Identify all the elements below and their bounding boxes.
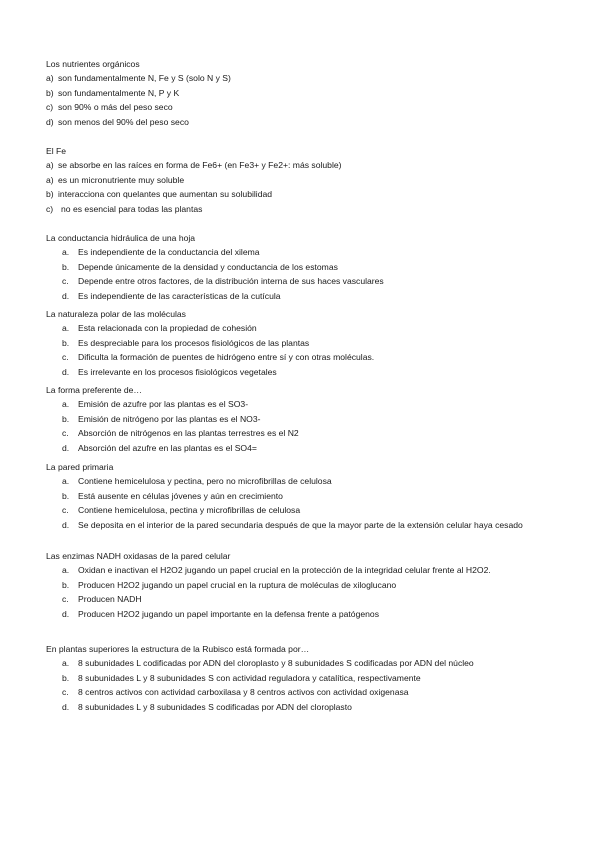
option-label: b) [46,87,54,98]
option-text: Contiene hemicelulosa y pectina, pero no microfibrillas de celulosa [78,476,332,487]
option-text: Esta relacionada con la propiedad de cohesión [78,323,257,334]
option-c [46,100,576,114]
option-text: 8 subunidades L y 8 subunidades S con actividad reguladora y catalítica, respectivamente [78,672,421,683]
option-label: a) [46,174,54,185]
option-label: c. [62,276,69,287]
option-text: Es irrelevante en los procesos fisiológicos vegetales [78,366,277,377]
option-text: Depende entre otros factores, de la distribución interna de sus haces vasculares [78,276,384,287]
option-c [46,685,576,699]
option-d [46,518,576,532]
option-text: 8 subunidades L codificadas por ADN del cloroplasto y 8 subunidades S codificadas por ADN del núcleo [78,658,474,669]
option-label: d. [62,701,70,712]
question-title: La pared primaria [46,462,114,472]
option-text: Oxidan e inactivan el H2O2 jugando un papel crucial en la protección de la integridad celular frente al H2O2. [78,565,491,576]
option-label: d) [46,116,54,127]
option-text: Es independiente de las características de la cutícula [78,290,281,301]
option-label: b. [62,490,70,501]
option-text: son menos del 90% del peso seco [58,116,189,127]
option-b [46,671,576,685]
question-title: La forma preferente de… [46,385,143,395]
option-label: a) [46,160,54,171]
option-label: b. [62,413,70,424]
option-c [46,592,576,606]
question-naturaleza-polar [46,307,576,379]
question-nutrientes [46,57,576,129]
option-label: a. [62,247,70,258]
option-text: Producen NADH [78,594,142,605]
option-a [46,474,576,488]
option-text: Se deposita en el interior de la pared secundaria después de que la mayor parte de la extensión celular haya cesado [78,519,523,530]
option-a-alt [46,173,576,187]
option-text: Absorción del azufre en las plantas es el SO4= [78,442,257,453]
option-d [46,700,576,714]
option-b [46,489,576,503]
option-label: c. [62,352,69,363]
option-b [46,86,576,100]
question-title: Las enzimas NADH oxidasas de la pared celular [46,551,231,561]
option-d [46,607,576,621]
question-title: La naturaleza polar de las moléculas [46,309,186,319]
option-label: d. [62,608,70,619]
option-text: interacciona con quelantes que aumentan su solubilidad [58,189,273,200]
option-text: son 90% o más del peso seco [58,102,173,113]
option-label: a. [62,565,70,576]
option-a [46,656,576,670]
question-title: La conductancia hidráulica de una hoja [46,233,196,243]
option-c [46,426,576,440]
option-d [46,441,576,455]
option-label: b) [46,189,54,200]
option-label: c. [62,505,69,516]
option-text: Producen H2O2 jugando un papel crucial en la ruptura de moléculas de xiloglucano [78,579,397,590]
option-d [46,365,576,379]
option-text: 8 centros activos con actividad carboxilasa y 8 centros activos con actividad oxigenasa [78,687,409,698]
option-label: c. [62,594,69,605]
option-c [46,274,576,288]
option-label: a. [62,476,70,487]
question-title: El Fe [46,146,67,156]
option-label: d. [62,366,70,377]
option-text: Dificulta la formación de puentes de hidrógeno entre sí y con otras moléculas. [78,352,375,363]
option-text: son fundamentalmente N, P y K [58,87,180,98]
option-c [46,350,576,364]
option-label: a. [62,399,70,410]
option-label: d. [62,290,70,301]
option-b [46,260,576,274]
option-text: Emisión de nitrógeno por las plantas es el NO3- [78,413,261,424]
option-text: son fundamentalmente N, Fe y S (solo N y S) [58,73,231,84]
question-forma-preferente [46,383,576,455]
option-label: b. [62,337,70,348]
option-b [46,578,576,592]
option-label: a. [62,658,70,669]
option-a [46,158,576,172]
option-text: se absorbe en las raíces en forma de Fe6+ (en Fe3+ y Fe2+: más soluble) [58,160,342,171]
option-text: 8 subunidades L y 8 subunidades S codificadas por ADN del cloroplasto [78,701,352,712]
option-label: d. [62,519,70,530]
option-text: Absorción de nitrógenos en las plantas terrestres es el N2 [78,428,299,439]
option-a [46,563,576,577]
option-text: Está ausente en células jóvenes y aún en crecimiento [78,490,283,501]
option-b [46,412,576,426]
option-label: c. [62,428,69,439]
option-text: es un micronutriente muy soluble [58,174,185,185]
question-pared-primaria [46,460,576,532]
option-a [46,71,576,85]
option-c [46,202,576,216]
option-d [46,289,576,303]
option-label: c) [46,203,54,214]
option-a [46,321,576,335]
option-text: no es esencial para todas las plantas [61,203,203,214]
option-text: Es independiente de la conductancia del xilema [78,247,260,258]
option-label: d. [62,442,70,453]
question-nadh-oxidasas [46,549,576,621]
option-label: b. [62,672,70,683]
option-b [46,336,576,350]
question-title: En plantas superiores la estructura de la Rubisco está formada por… [46,644,310,654]
option-text: Emisión de azufre por las plantas es el SO3- [78,399,249,410]
option-label: b. [62,261,70,272]
option-label: c) [46,102,54,113]
option-a [46,245,576,259]
option-label: a. [62,323,70,334]
option-a [46,397,576,411]
option-text: Contiene hemicelulosa, pectina y microfibrillas de celulosa [78,505,301,516]
option-label: b. [62,579,70,590]
option-c [46,503,576,517]
question-conductancia [46,231,576,303]
option-label: a) [46,73,54,84]
option-text: Es despreciable para los procesos fisiológicos de las plantas [78,337,310,348]
option-d [46,115,576,129]
question-rubisco [46,642,576,714]
question-fe [46,144,576,216]
option-text: Depende únicamente de la densidad y conductancia de los estomas [78,261,338,272]
option-b [46,187,576,201]
option-text: Producen H2O2 jugando un papel importante en la defensa frente a patógenos [78,608,379,619]
question-title: Los nutrientes orgánicos [46,59,140,69]
option-label: c. [62,687,69,698]
